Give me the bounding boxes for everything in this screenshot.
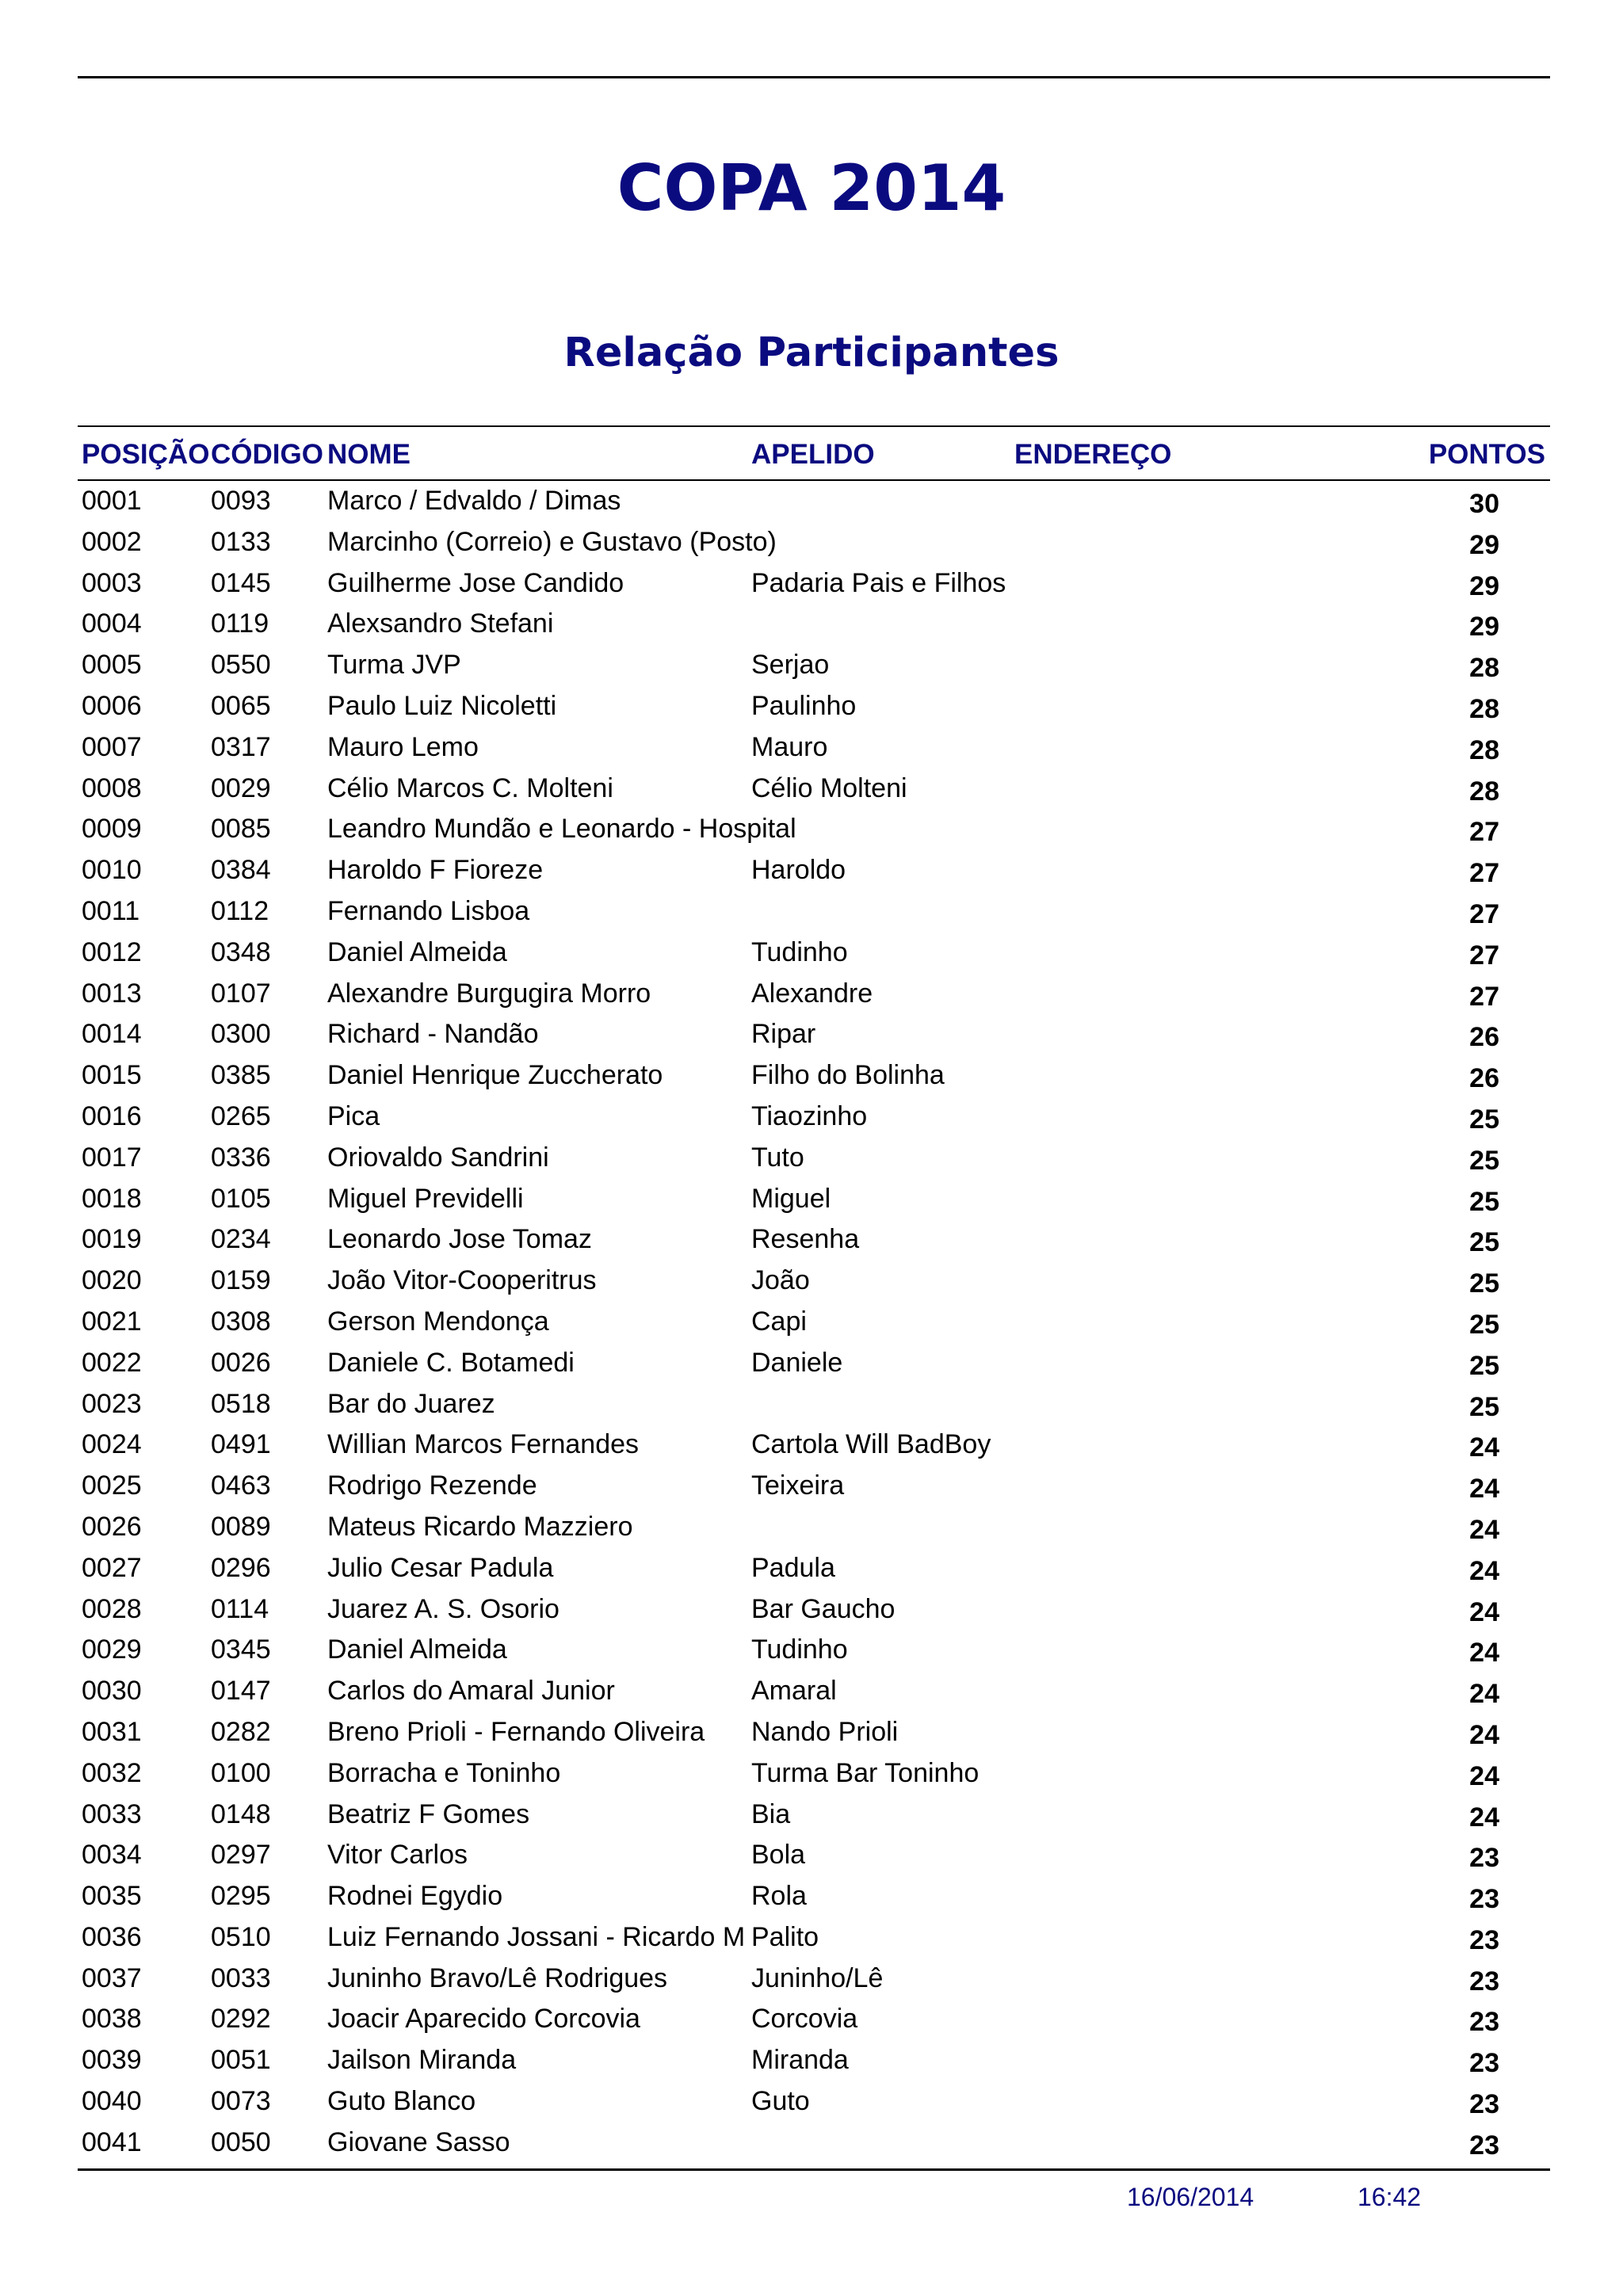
cell-apelido: Capi [751, 1306, 807, 1337]
table-row [0, 2085, 1623, 2126]
column-header-codigo: CÓDIGO [211, 439, 323, 470]
table-row [0, 1306, 1623, 1347]
cell-nome: Juninho Bravo/Lê Rodrigues [327, 1962, 668, 1993]
cell-pontos: 24 [1469, 1555, 1499, 1586]
cell-nome: Rodrigo Rezende [327, 1470, 537, 1501]
header-top-rule [78, 425, 1550, 427]
cell-codigo: 0050 [211, 2126, 271, 2157]
cell-codigo: 0518 [211, 1388, 271, 1419]
cell-codigo: 0300 [211, 1019, 271, 1050]
table-row [0, 2003, 1623, 2044]
page-subtitle: Relação Participantes [563, 330, 1060, 376]
table-row [0, 1839, 1623, 1880]
cell-posicao: 0010 [82, 855, 142, 886]
cell-nome: Leonardo Jose Tomaz [327, 1224, 592, 1255]
cell-codigo: 0105 [211, 1183, 271, 1214]
table-row [0, 1470, 1623, 1511]
cell-posicao: 0005 [82, 650, 142, 681]
table-row [0, 1511, 1623, 1552]
cell-apelido: Filho do Bolinha [751, 1060, 945, 1091]
column-header-pontos: PONTOS [1428, 439, 1545, 470]
cell-posicao: 0022 [82, 1347, 142, 1378]
cell-pontos: 24 [1469, 1679, 1499, 1710]
cell-apelido: Tudinho [751, 1634, 848, 1665]
cell-codigo: 0051 [211, 2045, 271, 2076]
cell-codigo: 0114 [211, 1593, 269, 1624]
cell-posicao: 0013 [82, 978, 142, 1009]
cell-pontos: 23 [1469, 1884, 1499, 1915]
table-row [0, 649, 1623, 690]
cell-apelido: Daniele [751, 1347, 843, 1378]
cell-pontos: 23 [1469, 2089, 1499, 2120]
table-header [0, 439, 1623, 471]
cell-pontos: 25 [1469, 1309, 1499, 1340]
table-row [0, 1347, 1623, 1388]
cell-pontos: 25 [1469, 1186, 1499, 1217]
cell-posicao: 0009 [82, 814, 142, 845]
cell-apelido: Miguel [751, 1183, 831, 1214]
cell-apelido: Miranda [751, 2045, 849, 2076]
page-title: COPA 2014 [617, 151, 1006, 225]
cell-apelido: Corcovia [751, 2004, 858, 2035]
cell-posicao: 0031 [82, 1716, 142, 1747]
table-row [0, 1757, 1623, 1798]
cell-nome: Daniel Almeida [327, 1634, 507, 1665]
cell-nome: Paulo Luiz Nicoletti [327, 690, 557, 721]
cell-codigo: 0159 [211, 1265, 271, 1296]
cell-posicao: 0033 [82, 1798, 142, 1829]
cell-codigo: 0510 [211, 1921, 271, 1952]
cell-apelido: Padula [751, 1552, 835, 1583]
cell-nome: Turma JVP [327, 650, 461, 681]
cell-pontos: 24 [1469, 1719, 1499, 1750]
table-row [0, 978, 1623, 1019]
cell-apelido: Serjao [751, 650, 830, 681]
cell-pontos: 24 [1469, 1514, 1499, 1545]
cell-codigo: 0065 [211, 690, 271, 721]
cell-codigo: 0148 [211, 1798, 271, 1829]
table-row [0, 485, 1623, 526]
cell-nome: Joacir Aparecido Corcovia [327, 2004, 640, 2035]
cell-posicao: 0025 [82, 1470, 142, 1501]
column-header-endereco: ENDEREÇO [1014, 439, 1172, 470]
cell-codigo: 0282 [211, 1716, 271, 1747]
cell-apelido: João [751, 1265, 810, 1296]
cell-pontos: 24 [1469, 1596, 1499, 1627]
cell-codigo: 0100 [211, 1757, 271, 1788]
column-header-apelido: APELIDO [751, 439, 875, 470]
footer-time: 16:42 [1358, 2183, 1422, 2211]
cell-nome: Alexsandro Stefani [327, 608, 554, 639]
table-row [0, 1880, 1623, 1921]
cell-nome: Pica [327, 1100, 380, 1131]
cell-codigo: 0491 [211, 1429, 271, 1460]
cell-codigo: 0085 [211, 814, 271, 845]
cell-apelido: Guto [751, 2086, 810, 2117]
cell-codigo: 0119 [211, 608, 269, 639]
cell-nome: Bar do Juarez [327, 1388, 495, 1419]
cell-posicao: 0021 [82, 1306, 142, 1337]
cell-codigo: 0026 [211, 1347, 271, 1378]
cell-nome: Leandro Mundão e Leonardo - Hospital [327, 814, 796, 845]
table-row [0, 1552, 1623, 1593]
cell-codigo: 0345 [211, 1634, 271, 1665]
column-header-posicao: POSIÇÃO [82, 439, 210, 470]
cell-nome: Borracha e Toninho [327, 1757, 561, 1788]
cell-pontos: 24 [1469, 1802, 1499, 1833]
cell-codigo: 0463 [211, 1470, 271, 1501]
cell-codigo: 0073 [211, 2086, 271, 2117]
cell-pontos: 23 [1469, 1843, 1499, 1874]
participants-table-body [0, 485, 1623, 2168]
table-row [0, 1428, 1623, 1470]
cell-posicao: 0014 [82, 1019, 142, 1050]
cell-posicao: 0015 [82, 1060, 142, 1091]
cell-nome: Miguel Previdelli [327, 1183, 524, 1214]
cell-nome: João Vitor-Cooperitrus [327, 1265, 597, 1296]
table-row [0, 2044, 1623, 2085]
cell-nome: Haroldo F Fioreze [327, 855, 544, 886]
bottom-rule [78, 2168, 1550, 2171]
cell-nome: Gerson Mendonça [327, 1306, 549, 1337]
cell-apelido: Juninho/Lê [751, 1962, 884, 1993]
cell-codigo: 0145 [211, 567, 271, 598]
cell-codigo: 0133 [211, 526, 271, 557]
cell-posicao: 0030 [82, 1676, 142, 1707]
cell-apelido: Rola [751, 1881, 807, 1912]
cell-posicao: 0039 [82, 2045, 142, 2076]
cell-nome: Beatriz F Gomes [327, 1798, 530, 1829]
cell-nome: Daniele C. Botamedi [327, 1347, 575, 1378]
cell-posicao: 0012 [82, 936, 142, 967]
cell-apelido: Tudinho [751, 936, 848, 967]
cell-codigo: 0292 [211, 2004, 271, 2035]
cell-apelido: Teixeira [751, 1470, 845, 1501]
cell-apelido: Resenha [751, 1224, 860, 1255]
cell-codigo: 0385 [211, 1060, 271, 1091]
table-row [0, 1593, 1623, 1634]
cell-nome: Jailson Miranda [327, 2045, 517, 2076]
table-row [0, 1142, 1623, 1183]
cell-apelido: Tiaozinho [751, 1100, 868, 1131]
table-row [0, 895, 1623, 936]
cell-apelido: Bola [751, 1840, 806, 1871]
cell-nome: Alexandre Burgugira Morro [327, 978, 651, 1009]
cell-pontos: 25 [1469, 1350, 1499, 1381]
cell-codigo: 0265 [211, 1100, 271, 1131]
cell-posicao: 0037 [82, 1962, 142, 1993]
cell-nome: Mateus Ricardo Mazziero [327, 1511, 633, 1542]
table-row [0, 1634, 1623, 1675]
table-row [0, 567, 1623, 608]
cell-codigo: 0033 [211, 1962, 271, 1993]
cell-posicao: 0020 [82, 1265, 142, 1296]
cell-apelido: Ripar [751, 1019, 816, 1050]
cell-posicao: 0002 [82, 526, 142, 557]
cell-posicao: 0006 [82, 690, 142, 721]
cell-posicao: 0008 [82, 772, 142, 803]
cell-pontos: 25 [1469, 1391, 1499, 1422]
cell-pontos: 27 [1469, 981, 1499, 1012]
cell-apelido: Cartola Will BadBoy [751, 1429, 991, 1460]
table-row [0, 608, 1623, 649]
cell-pontos: 29 [1469, 612, 1499, 643]
cell-codigo: 0295 [211, 1881, 271, 1912]
cell-pontos: 24 [1469, 1432, 1499, 1463]
cell-posicao: 0034 [82, 1840, 142, 1871]
cell-posicao: 0035 [82, 1881, 142, 1912]
cell-posicao: 0003 [82, 567, 142, 598]
cell-nome: Guto Blanco [327, 2086, 476, 2117]
cell-posicao: 0029 [82, 1634, 142, 1665]
cell-apelido: Haroldo [751, 855, 846, 886]
cell-posicao: 0019 [82, 1224, 142, 1255]
cell-nome: Mauro Lemo [327, 731, 479, 762]
cell-posicao: 0036 [82, 1921, 142, 1952]
cell-pontos: 23 [1469, 2007, 1499, 2038]
cell-pontos: 26 [1469, 1063, 1499, 1094]
cell-posicao: 0024 [82, 1429, 142, 1460]
cell-nome: Oriovaldo Sandrini [327, 1142, 549, 1173]
cell-pontos: 24 [1469, 1474, 1499, 1505]
cell-pontos: 28 [1469, 776, 1499, 807]
cell-codigo: 0112 [211, 895, 269, 926]
table-row [0, 690, 1623, 731]
table-row [0, 1675, 1623, 1716]
cell-apelido: Turma Bar Toninho [751, 1757, 980, 1788]
cell-nome: Marco / Edvaldo / Dimas [327, 486, 621, 516]
table-row [0, 772, 1623, 814]
cell-apelido: Paulinho [751, 690, 857, 721]
cell-codigo: 0107 [211, 978, 271, 1009]
cell-nome: Carlos do Amaral Junior [327, 1676, 615, 1707]
table-row [0, 854, 1623, 895]
cell-nome: Marcinho (Correio) e Gustavo (Posto) [327, 526, 777, 557]
cell-codigo: 0348 [211, 936, 271, 967]
cell-pontos: 23 [1469, 1924, 1499, 1955]
cell-pontos: 25 [1469, 1227, 1499, 1258]
cell-posicao: 0011 [82, 895, 140, 926]
cell-pontos: 25 [1469, 1268, 1499, 1299]
cell-posicao: 0032 [82, 1757, 142, 1788]
cell-nome: Rodnei Egydio [327, 1881, 503, 1912]
cell-nome: Daniel Henrique Zuccherato [327, 1060, 663, 1091]
table-row [0, 1921, 1623, 1962]
cell-pontos: 29 [1469, 529, 1499, 560]
cell-nome: Guilherme Jose Candido [327, 567, 624, 598]
cell-posicao: 0023 [82, 1388, 142, 1419]
cell-apelido: Padaria Pais e Filhos [751, 567, 1006, 598]
cell-posicao: 0007 [82, 731, 142, 762]
top-rule [78, 76, 1550, 78]
table-row [0, 1716, 1623, 1757]
cell-codigo: 0297 [211, 1840, 271, 1871]
cell-codigo: 0317 [211, 731, 271, 762]
cell-nome: Daniel Almeida [327, 936, 507, 967]
cell-posicao: 0027 [82, 1552, 142, 1583]
table-row [0, 1223, 1623, 1264]
cell-nome: Vitor Carlos [327, 1840, 468, 1871]
cell-pontos: 25 [1469, 1145, 1499, 1176]
cell-apelido: Mauro [751, 731, 828, 762]
cell-nome: Juarez A. S. Osorio [327, 1593, 559, 1624]
footer-date: 16/06/2014 [1127, 2183, 1254, 2211]
cell-apelido: Tuto [751, 1142, 804, 1173]
column-header-nome: NOME [327, 439, 411, 470]
table-row [0, 1798, 1623, 1840]
cell-pontos: 25 [1469, 1104, 1499, 1135]
cell-nome: Richard - Nandão [327, 1019, 539, 1050]
table-row [0, 731, 1623, 772]
table-row [0, 1018, 1623, 1059]
cell-posicao: 0041 [82, 2126, 142, 2157]
cell-pontos: 27 [1469, 940, 1499, 971]
cell-nome: Fernando Lisboa [327, 895, 530, 926]
cell-posicao: 0040 [82, 2086, 142, 2117]
table-row [0, 526, 1623, 567]
cell-apelido: Amaral [751, 1676, 837, 1707]
cell-pontos: 23 [1469, 1966, 1499, 1997]
cell-nome: Willian Marcos Fernandes [327, 1429, 640, 1460]
cell-pontos: 30 [1469, 489, 1499, 519]
cell-pontos: 27 [1469, 858, 1499, 889]
cell-posicao: 0001 [82, 486, 142, 516]
table-row [0, 1183, 1623, 1224]
table-row [0, 2126, 1623, 2168]
cell-apelido: Nando Prioli [751, 1716, 899, 1747]
cell-posicao: 0018 [82, 1183, 142, 1214]
cell-apelido: Bar Gaucho [751, 1593, 896, 1624]
cell-pontos: 23 [1469, 2130, 1499, 2161]
table-row [0, 1264, 1623, 1306]
cell-codigo: 0308 [211, 1306, 271, 1337]
table-row [0, 813, 1623, 854]
cell-codigo: 0550 [211, 650, 271, 681]
table-row [0, 1388, 1623, 1429]
header-bottom-rule [78, 479, 1550, 481]
cell-codigo: 0336 [211, 1142, 271, 1173]
cell-codigo: 0089 [211, 1511, 271, 1542]
cell-pontos: 27 [1469, 898, 1499, 929]
cell-nome: Luiz Fernando Jossani - Ricardo M [327, 1921, 746, 1952]
cell-pontos: 23 [1469, 2048, 1499, 2079]
cell-nome: Giovane Sasso [327, 2126, 510, 2157]
table-row [0, 936, 1623, 978]
cell-pontos: 24 [1469, 1760, 1499, 1791]
cell-nome: Breno Prioli - Fernando Oliveira [327, 1716, 705, 1747]
cell-posicao: 0026 [82, 1511, 142, 1542]
cell-codigo: 0147 [211, 1676, 271, 1707]
cell-posicao: 0038 [82, 2004, 142, 2035]
cell-apelido: Palito [751, 1921, 819, 1952]
cell-posicao: 0016 [82, 1100, 142, 1131]
cell-pontos: 28 [1469, 693, 1499, 724]
cell-codigo: 0234 [211, 1224, 271, 1255]
cell-apelido: Alexandre [751, 978, 873, 1009]
cell-codigo: 0296 [211, 1552, 271, 1583]
cell-pontos: 28 [1469, 653, 1499, 684]
cell-apelido: Célio Molteni [751, 772, 907, 803]
table-row [0, 1059, 1623, 1100]
table-row [0, 1962, 1623, 2004]
cell-posicao: 0028 [82, 1593, 142, 1624]
cell-codigo: 0093 [211, 486, 271, 516]
cell-pontos: 24 [1469, 1638, 1499, 1669]
cell-pontos: 27 [1469, 817, 1499, 848]
cell-posicao: 0004 [82, 608, 142, 639]
table-row [0, 1100, 1623, 1142]
cell-pontos: 26 [1469, 1022, 1499, 1053]
cell-nome: Célio Marcos C. Molteni [327, 772, 613, 803]
cell-posicao: 0017 [82, 1142, 142, 1173]
cell-pontos: 29 [1469, 570, 1499, 601]
cell-nome: Julio Cesar Padula [327, 1552, 554, 1583]
cell-apelido: Bia [751, 1798, 791, 1829]
cell-pontos: 28 [1469, 734, 1499, 765]
cell-codigo: 0029 [211, 772, 271, 803]
cell-codigo: 0384 [211, 855, 271, 886]
